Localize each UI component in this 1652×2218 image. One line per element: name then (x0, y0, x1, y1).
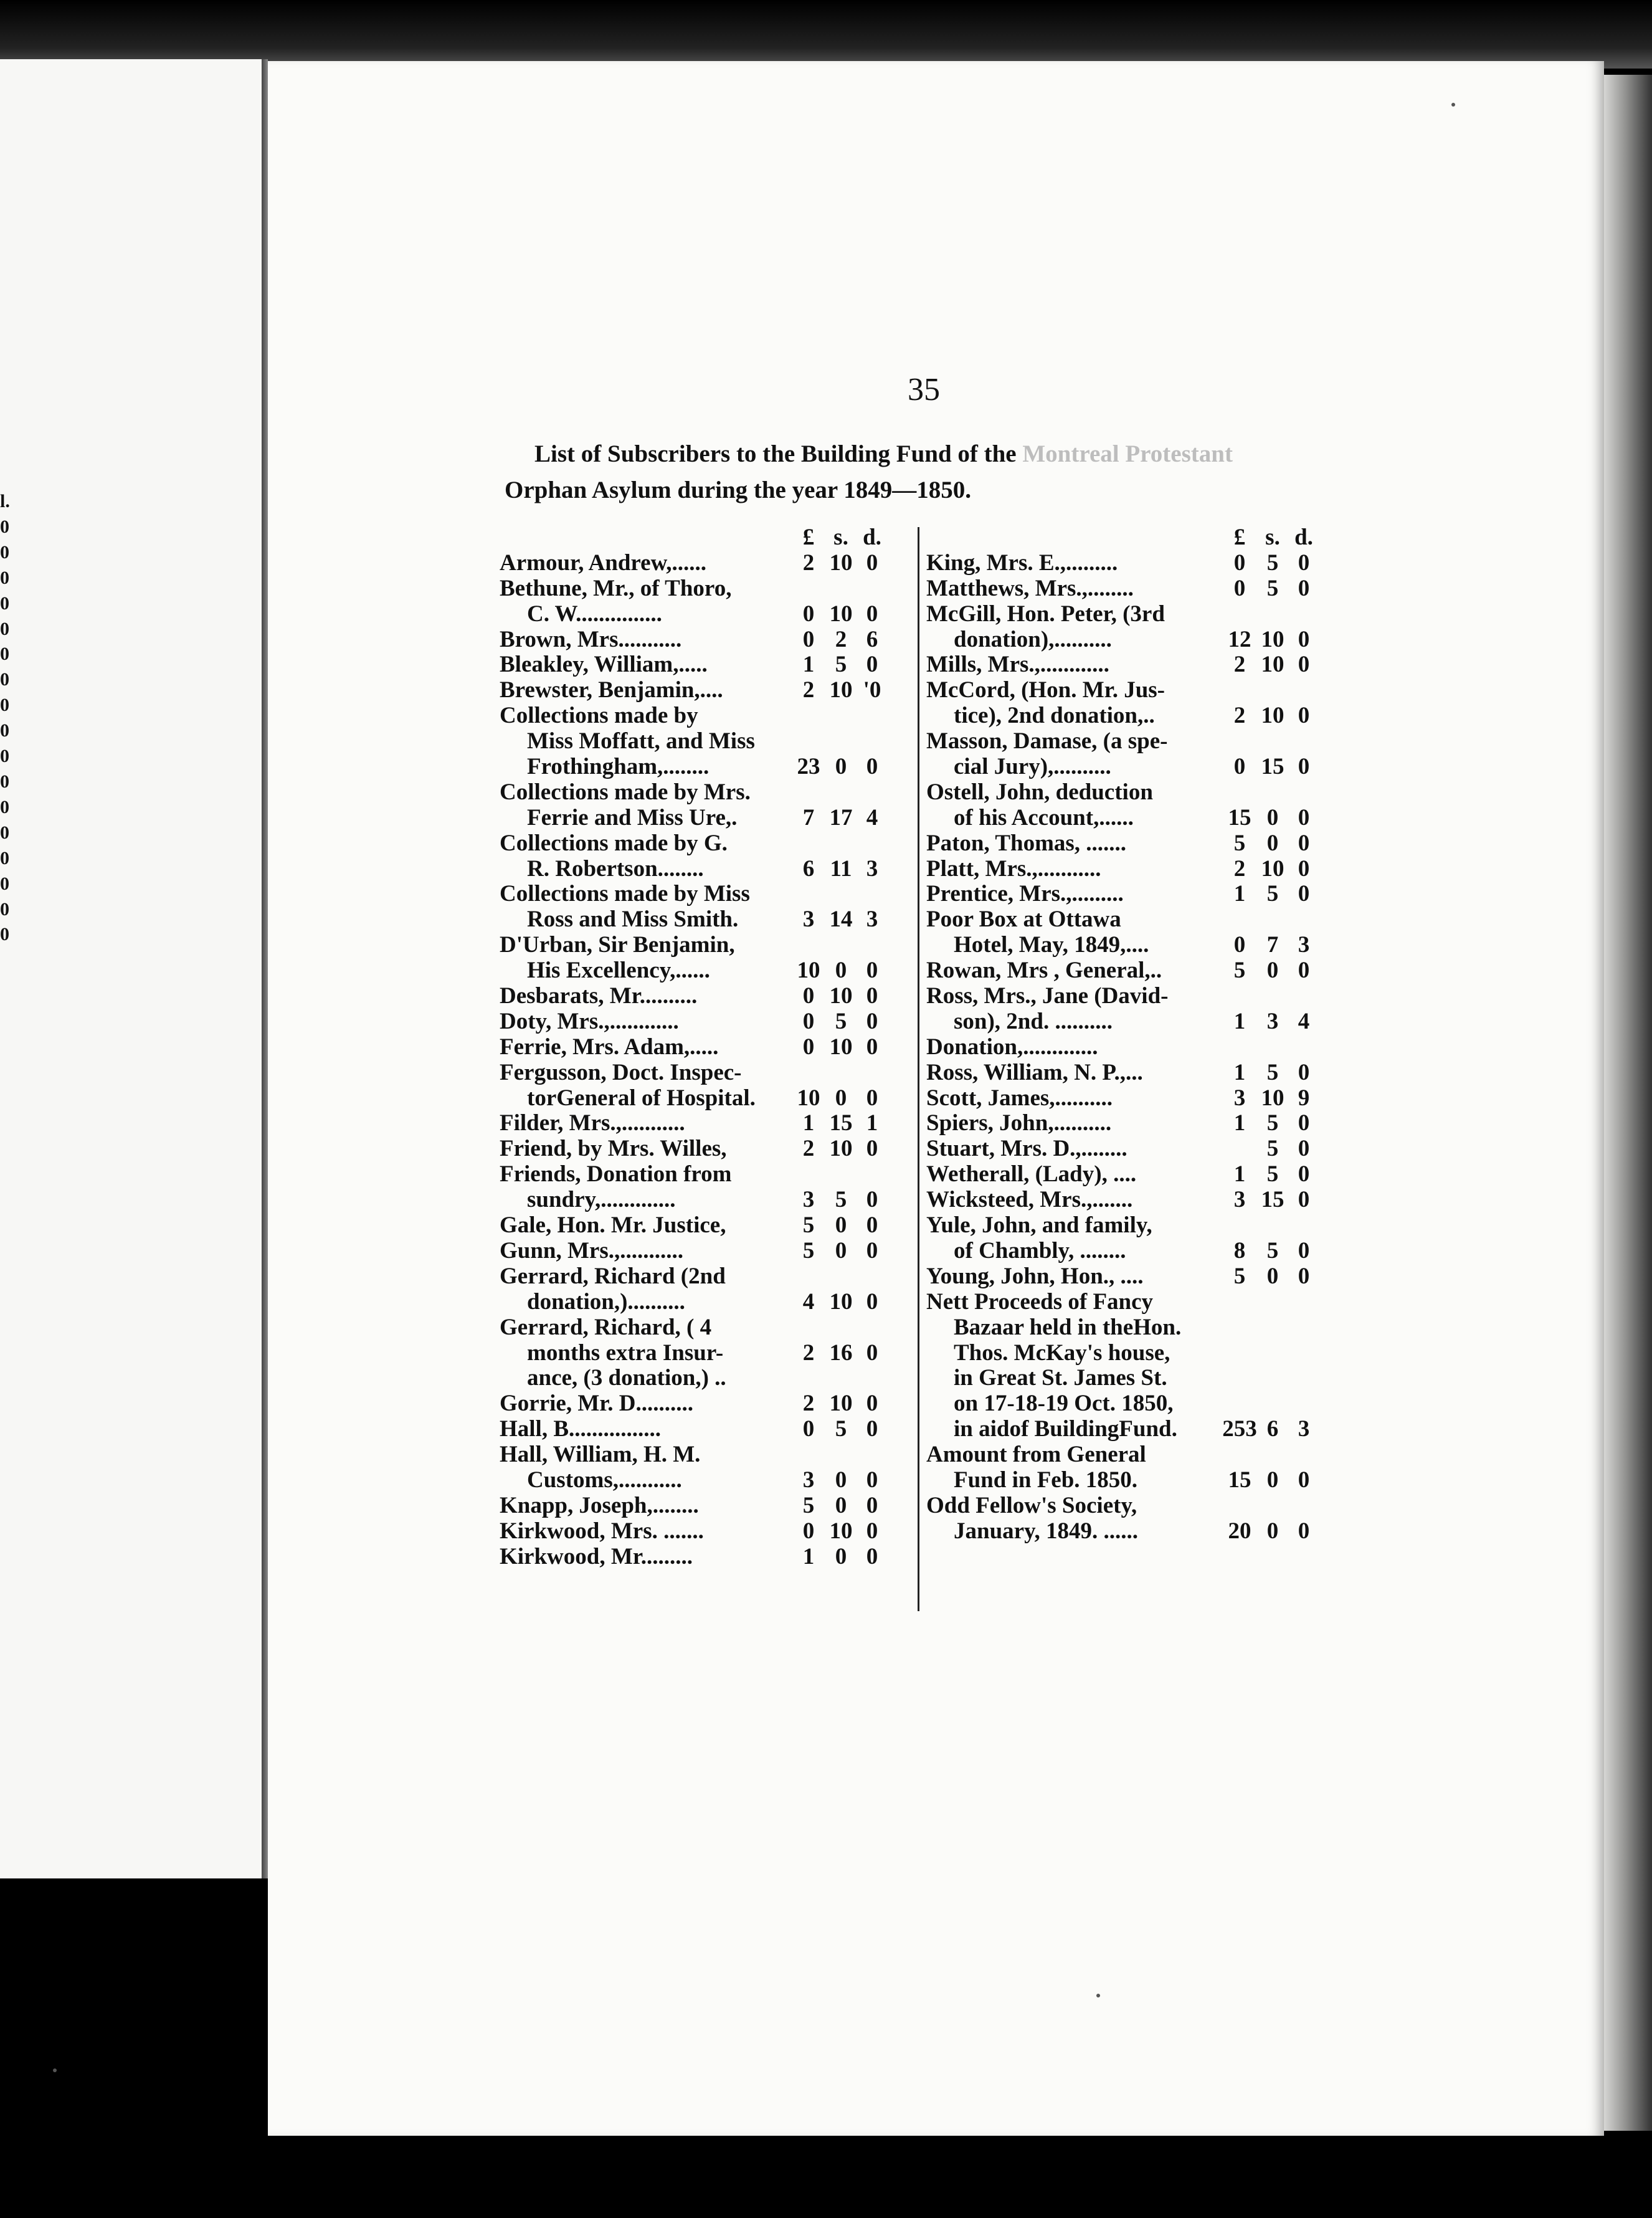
pounds-amount: 15 (1228, 1467, 1251, 1493)
pounds-amount: 5 (1233, 1263, 1246, 1289)
book-gutter (262, 59, 268, 1878)
shillings-amount: 10 (1261, 1085, 1284, 1111)
pounds-amount: 1 (1233, 1110, 1246, 1136)
shillings-amount: 0 (1266, 1263, 1279, 1289)
shillings-amount: 5 (1266, 881, 1279, 907)
pence-amount: 0 (1298, 1110, 1310, 1136)
shillings-amount: 0 (835, 754, 847, 780)
subscriber-name: Ferrie, Mrs. Adam,..... (500, 1034, 719, 1060)
subscriber-name: Yule, John, and family, (926, 1212, 1152, 1239)
subscriber-name: Stuart, Mrs. D.,........ (926, 1136, 1127, 1162)
facing-page-edge (0, 59, 262, 1878)
pence-amount: 0 (866, 1543, 878, 1569)
pence-amount: 0 (1298, 804, 1310, 831)
pence-amount: 0 (866, 1492, 878, 1518)
pounds-amount: 0 (802, 601, 815, 627)
subscriber-name: Bethune, Mr., of Thoro, (500, 575, 732, 601)
margin-mark: l. (0, 491, 10, 512)
subscriber-name: Ross, Mrs., Jane (David- (926, 983, 1169, 1009)
pounds-header: £ (802, 525, 815, 550)
margin-mark: 0 (0, 873, 9, 894)
shillings-amount: 5 (1266, 575, 1279, 601)
subscriber-name: Kirkwood, Mr......... (500, 1543, 693, 1569)
pence-amount: 0 (866, 1518, 878, 1544)
subscriber-name: Armour, Andrew,...... (500, 550, 707, 576)
subscriber-name: Bleakley, William,..... (500, 652, 708, 678)
page-edge-shadow (1604, 75, 1652, 2131)
pounds-amount: 3 (1233, 1187, 1246, 1213)
subscriber-name: Doty, Mrs.,............ (500, 1008, 679, 1034)
shillings-amount: 0 (1266, 1467, 1279, 1493)
subscriber-name: son), 2nd. .......... (954, 1008, 1113, 1034)
pounds-amount: 0 (802, 1518, 815, 1544)
subscriber-name: Young, John, Hon., .... (926, 1263, 1144, 1289)
pounds-amount: 2 (802, 1136, 815, 1162)
pounds-amount: 1 (802, 1110, 815, 1136)
pence-amount: 3 (866, 907, 878, 933)
shillings-amount: 10 (829, 1518, 853, 1544)
pence-amount: 0 (1298, 958, 1310, 984)
pounds-amount: 5 (802, 1237, 815, 1264)
pounds-amount: 1 (1233, 1059, 1246, 1085)
subscriber-name: Paton, Thomas, ....... (926, 830, 1127, 856)
pence-amount: 0 (866, 1212, 878, 1239)
subscriber-name: Brewster, Benjamin,.... (500, 677, 723, 703)
shillings-header: s. (833, 525, 848, 550)
margin-mark: 0 (0, 822, 9, 843)
subscriber-name: Collections made by G. (500, 830, 728, 856)
subscriber-name: Donation,............. (926, 1034, 1098, 1060)
subscriber-name: Scott, James,.......... (926, 1085, 1113, 1111)
margin-mark: 0 (0, 771, 9, 792)
subscriber-name: Hotel, May, 1849,.... (954, 932, 1149, 958)
pounds-amount: 1 (1233, 881, 1246, 907)
shillings-amount: 10 (1261, 652, 1284, 678)
pence-amount: 0 (1298, 1263, 1310, 1289)
pence-amount: 3 (866, 855, 878, 882)
shillings-amount: 5 (835, 1187, 847, 1213)
pounds-amount: 5 (802, 1212, 815, 1239)
pence-amount: 0 (1298, 652, 1310, 678)
shillings-amount: 5 (835, 1008, 847, 1034)
pounds-amount: 2 (802, 677, 815, 703)
subscriber-name: cial Jury),.......... (954, 754, 1111, 780)
pounds-amount: 0 (1233, 575, 1246, 601)
pounds-amount: 0 (802, 1416, 815, 1442)
pounds-amount: 10 (797, 958, 820, 984)
pounds-amount: 1 (802, 1543, 815, 1569)
pence-amount: 0 (1298, 626, 1310, 652)
shillings-amount: 0 (1266, 958, 1279, 984)
pounds-amount: 12 (1228, 626, 1251, 652)
subscriber-name: of his Account,...... (954, 804, 1134, 831)
paper-speck (53, 2068, 57, 2072)
subscriber-name: Amount from General (926, 1442, 1146, 1468)
pence-amount: 3 (1298, 1416, 1310, 1442)
margin-mark: 0 (0, 516, 9, 537)
shillings-amount: 10 (829, 677, 853, 703)
subscriber-name: Gunn, Mrs.,........... (500, 1237, 684, 1264)
subscriber-name: Gerrard, Richard (2nd (500, 1263, 726, 1289)
subscriber-name: on 17-18-19 Oct. 1850, (954, 1391, 1174, 1417)
subscriber-name: Spiers, John,.......... (926, 1110, 1112, 1136)
margin-mark: 0 (0, 567, 9, 588)
shillings-amount: 5 (1266, 1136, 1279, 1162)
pence-amount: 0 (1298, 1136, 1310, 1162)
subscriber-name: Ferrie and Miss Ure,. (527, 804, 738, 831)
shillings-amount: 0 (835, 1467, 847, 1493)
subscriber-name: Brown, Mrs........... (500, 626, 682, 652)
subscriber-name: donation,).......... (527, 1288, 685, 1315)
heading-line-2: Orphan Asylum during the year 1849—1850. (505, 477, 972, 503)
pence-amount: 0 (866, 1288, 878, 1315)
pence-amount: 0 (866, 1467, 878, 1493)
subscriber-name: Wetherall, (Lady), .... (926, 1161, 1137, 1188)
pounds-amount: 3 (802, 1467, 815, 1493)
shillings-amount: 0 (1266, 1518, 1279, 1544)
subscriber-name: of Chambly, ........ (954, 1237, 1126, 1264)
pounds-amount: 2 (1233, 855, 1246, 882)
pence-amount: 4 (1298, 1008, 1310, 1034)
subscriber-name: donation),.......... (954, 626, 1112, 652)
pounds-amount: 2 (1233, 703, 1246, 729)
subscriber-name: tice), 2nd donation,.. (954, 703, 1155, 729)
pounds-amount: 3 (802, 907, 815, 933)
shillings-amount: 17 (829, 804, 853, 831)
pounds-amount: 0 (802, 626, 815, 652)
subscriber-name: Filder, Mrs.,........... (500, 1110, 685, 1136)
subscriber-name: Rowan, Mrs , General,.. (926, 958, 1162, 984)
pounds-amount: 5 (802, 1492, 815, 1518)
subscriber-name: in aidof BuildingFund. (954, 1416, 1177, 1442)
shillings-amount: 3 (1266, 1008, 1279, 1034)
column-divider (918, 527, 919, 1611)
pence-amount: 0 (1298, 1187, 1310, 1213)
pence-amount: 3 (1298, 932, 1310, 958)
pounds-amount: 23 (797, 754, 820, 780)
pence-amount: 0 (866, 983, 878, 1009)
pence-amount: 4 (866, 804, 878, 831)
margin-mark: 0 (0, 695, 9, 716)
shillings-amount: 0 (835, 1492, 847, 1518)
shillings-amount: 11 (830, 855, 852, 882)
pounds-amount: 6 (802, 855, 815, 882)
pounds-amount: 2 (1233, 652, 1246, 678)
subscriber-name: Wicksteed, Mrs.,....... (926, 1187, 1133, 1213)
pounds-amount: 20 (1228, 1518, 1251, 1544)
pence-amount: 0 (866, 958, 878, 984)
pounds-amount: 253 (1222, 1416, 1257, 1442)
subscriber-name: Frothingham,........ (527, 754, 710, 780)
subscriber-name: Gale, Hon. Mr. Justice, (500, 1212, 726, 1239)
pounds-amount: 15 (1228, 804, 1251, 831)
pounds-amount: 0 (1233, 932, 1246, 958)
list-heading (505, 436, 1352, 508)
subscriber-name: Nett Proceeds of Fancy (926, 1288, 1154, 1315)
pounds-amount: 3 (802, 1187, 815, 1213)
subscriber-name: Kirkwood, Mrs. ....... (500, 1518, 704, 1544)
subscriber-name: in Great St. James St. (954, 1365, 1167, 1391)
pounds-amount: 3 (1233, 1085, 1246, 1111)
subscriber-name: Hall, William, H. M. (500, 1442, 701, 1468)
shillings-amount: 15 (1261, 1187, 1284, 1213)
margin-mark: 0 (0, 593, 9, 614)
shillings-amount: 10 (829, 550, 853, 576)
pence-amount: 1 (866, 1110, 878, 1136)
shillings-amount: 16 (829, 1340, 853, 1366)
subscriber-name: Friend, by Mrs. Willes, (500, 1136, 727, 1162)
shillings-amount: 14 (829, 907, 853, 933)
pounds-amount: 2 (802, 1391, 815, 1417)
pounds-amount: 0 (802, 1034, 815, 1060)
pounds-amount: 4 (802, 1288, 815, 1315)
shillings-header: s. (1265, 525, 1280, 550)
pence-amount: 0 (866, 1391, 878, 1417)
pence-amount: 0 (1298, 703, 1310, 729)
subscriber-name: Thos. McKay's house, (954, 1340, 1170, 1366)
pounds-amount: 1 (802, 652, 815, 678)
margin-mark: 0 (0, 898, 9, 920)
subscriber-name: Prentice, Mrs.,......... (926, 881, 1124, 907)
scan-top-shadow (0, 0, 1652, 69)
pence-amount: 0 (1298, 1237, 1310, 1264)
shillings-amount: 10 (1261, 626, 1284, 652)
pence-amount: 0 (866, 1034, 878, 1060)
subscriber-name: His Excellency,...... (527, 958, 710, 984)
shillings-amount: 10 (829, 1288, 853, 1315)
subscriber-name: January, 1849. ...... (954, 1518, 1139, 1544)
margin-mark: 0 (0, 924, 9, 945)
subscriber-name: Friends, Donation from (500, 1161, 732, 1188)
heading-text: List of Subscribers to the Building Fund of the (534, 440, 1023, 467)
subscriber-name: Ostell, John, deduction (926, 779, 1153, 805)
facing-page-margin-text (0, 489, 16, 948)
shillings-amount: 0 (835, 1543, 847, 1569)
subscriber-name: sundry,............. (527, 1187, 676, 1213)
shillings-amount: 0 (835, 1212, 847, 1239)
shillings-amount: 5 (835, 1416, 847, 1442)
subscriber-name: Fergusson, Doct. Inspec- (500, 1059, 742, 1085)
pence-amount: 0 (1298, 1059, 1310, 1085)
subscriber-name: Ross and Miss Smith. (527, 907, 739, 933)
shillings-amount: 7 (1266, 932, 1279, 958)
subscriber-name: ance, (3 donation,) .. (527, 1365, 726, 1391)
pence-amount: 0 (1298, 754, 1310, 780)
pounds-amount: 5 (1233, 958, 1246, 984)
subscriber-name: King, Mrs. E.,......... (926, 550, 1118, 576)
margin-mark: 0 (0, 618, 9, 639)
pence-amount: 9 (1298, 1085, 1310, 1111)
shillings-amount: 5 (1266, 1110, 1279, 1136)
subscriber-name: Masson, Damase, (a spe- (926, 728, 1168, 754)
shillings-amount: 10 (829, 983, 853, 1009)
pence-amount: 0 (866, 550, 878, 576)
subscriber-name: McCord, (Hon. Mr. Jus- (926, 677, 1165, 703)
margin-mark: 0 (0, 746, 9, 767)
shillings-amount: 0 (835, 1085, 847, 1111)
pounds-amount: 0 (1233, 754, 1246, 780)
shillings-amount: 5 (1266, 550, 1279, 576)
pounds-amount: 7 (802, 804, 815, 831)
margin-mark: 0 (0, 669, 9, 690)
subscriber-name: Collections made by Miss (500, 881, 750, 907)
pence-amount: 0 (866, 1416, 878, 1442)
shillings-amount: 5 (1266, 1161, 1279, 1188)
pounds-amount: 8 (1233, 1237, 1246, 1264)
shillings-amount: 10 (1261, 703, 1284, 729)
subscriber-name: months extra Insur- (527, 1340, 724, 1366)
subscriber-name: Miss Moffatt, and Miss (527, 728, 755, 754)
pence-amount: 0 (1298, 881, 1310, 907)
shillings-amount: 10 (829, 1136, 853, 1162)
shillings-amount: 5 (835, 652, 847, 678)
margin-mark: 0 (0, 847, 9, 869)
pence-amount: 0 (866, 601, 878, 627)
pounds-amount: 1 (1233, 1161, 1246, 1188)
pence-amount: 0 (1298, 1518, 1310, 1544)
pounds-amount: 5 (1233, 830, 1246, 856)
margin-mark: 0 (0, 720, 9, 741)
pounds-amount: 0 (1233, 550, 1246, 576)
subscriber-name: Poor Box at Ottawa (926, 907, 1121, 933)
subscriber-name: Odd Fellow's Society, (926, 1492, 1137, 1518)
subscriber-name: Platt, Mrs.,........... (926, 855, 1101, 882)
pence-amount: 0 (1298, 550, 1310, 576)
subscriber-name: Matthews, Mrs.,........ (926, 575, 1134, 601)
pounds-amount: 0 (802, 1008, 815, 1034)
shillings-amount: 0 (835, 958, 847, 984)
shillings-amount: 10 (829, 1034, 853, 1060)
pounds-amount: 2 (802, 1340, 815, 1366)
pounds-amount: 10 (797, 1085, 820, 1111)
subscriber-name: Hall, B................ (500, 1416, 662, 1442)
subscriber-name: Customs,........... (527, 1467, 682, 1493)
pence-header: d. (863, 525, 881, 550)
heading-line-1 (505, 436, 1352, 472)
shillings-amount: 0 (835, 1237, 847, 1264)
margin-mark: 0 (0, 644, 9, 665)
shillings-amount: 10 (829, 1391, 853, 1417)
subscriber-name: Mills, Mrs.,............ (926, 652, 1109, 678)
subscriber-name: D'Urban, Sir Benjamin, (500, 932, 735, 958)
pence-header: d. (1294, 525, 1313, 550)
subscriber-name: Collections made by (500, 703, 698, 729)
pence-amount: 0 (1298, 575, 1310, 601)
subscriber-name: torGeneral of Hospital. (527, 1085, 756, 1111)
subscriber-name: Fund in Feb. 1850. (954, 1467, 1138, 1493)
pounds-amount: 1 (1233, 1008, 1246, 1034)
paper-speck (1096, 1994, 1100, 1997)
subscriber-name: McGill, Hon. Peter, (3rd (926, 601, 1165, 627)
shillings-amount: 15 (1261, 754, 1284, 780)
shillings-amount: 5 (1266, 1237, 1279, 1264)
subscriber-name: Knapp, Joseph,........ (500, 1492, 699, 1518)
margin-mark: 0 (0, 796, 9, 817)
paper-speck (1451, 103, 1455, 107)
shillings-amount: 0 (1266, 804, 1279, 831)
subscriber-name: Desbarats, Mr.......... (500, 983, 698, 1009)
pounds-amount: 2 (802, 550, 815, 576)
pence-amount: 0 (866, 754, 878, 780)
shillings-amount: 2 (835, 626, 847, 652)
pounds-amount: 0 (802, 983, 815, 1009)
pence-amount: 0 (1298, 830, 1310, 856)
subscriber-name: R. Robertson........ (527, 855, 704, 882)
shillings-amount: 10 (829, 601, 853, 627)
shillings-amount: 10 (1261, 855, 1284, 882)
pence-amount: 0 (866, 1187, 878, 1213)
subscriber-name: Bazaar held in theHon. (954, 1314, 1182, 1340)
pence-amount: 0 (866, 1237, 878, 1264)
pence-amount: 0 (1298, 855, 1310, 882)
pence-amount: 6 (866, 626, 878, 652)
pounds-header: £ (1233, 525, 1246, 550)
margin-mark: 0 (0, 541, 9, 563)
page-number: 35 (908, 372, 940, 407)
subscriber-name: Ross, William, N. P.,... (926, 1059, 1143, 1085)
subscriber-name: C. W............... (527, 601, 662, 627)
shillings-amount: 0 (1266, 830, 1279, 856)
pence-amount: 0 (1298, 1467, 1310, 1493)
pence-amount: 0 (1298, 1161, 1310, 1188)
subscriber-name: Gorrie, Mr. D.......... (500, 1391, 693, 1417)
pence-amount: 0 (866, 1085, 878, 1111)
shillings-amount: 6 (1266, 1416, 1279, 1442)
pence-amount: 0 (866, 1136, 878, 1162)
pence-amount: 0 (866, 1008, 878, 1034)
shillings-amount: 5 (1266, 1059, 1279, 1085)
pence-amount: 0 (866, 652, 878, 678)
subscriber-name: Gerrard, Richard, ( 4 (500, 1314, 712, 1340)
shillings-amount: 15 (829, 1110, 853, 1136)
pence-amount: 0 (866, 1340, 878, 1366)
heading-faded-text: Montreal Protestant (1022, 440, 1233, 467)
pence-amount: '0 (863, 677, 881, 703)
subscriber-name: Collections made by Mrs. (500, 779, 751, 805)
